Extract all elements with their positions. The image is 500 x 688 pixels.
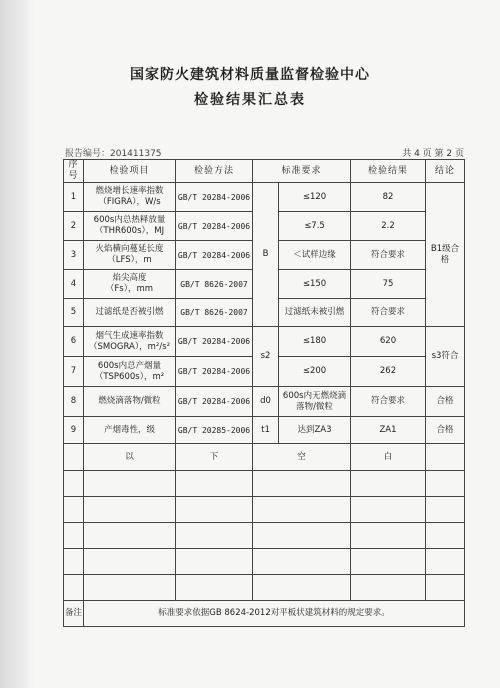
blank-marker-1: 以 (84, 444, 176, 471)
test-item: 焰尖高度 （Fs），mm (84, 270, 176, 299)
blank-marker-4: 白 (351, 444, 426, 471)
header-result: 检验结果 (351, 160, 426, 183)
row-number: 7 (64, 357, 84, 387)
grade-d0: d0 (253, 387, 279, 417)
header-item: 检验项目 (84, 160, 176, 183)
grade-t1: t1 (253, 417, 279, 444)
empty-row (64, 471, 465, 497)
results-table (63, 159, 465, 627)
header-requirement: 标准要求 (253, 160, 351, 183)
result: 82 (351, 183, 426, 212)
page-indicator: 共 4 页 第 2 页 (402, 149, 464, 159)
document-subtitle: 检验结果汇总表 (194, 92, 306, 108)
header-conclusion: 结论 (426, 160, 465, 183)
test-item: 火焰横向蔓延长度 （LFS），m (84, 241, 176, 270)
empty-row (64, 575, 465, 601)
requirement: 达到ZA3 (279, 417, 351, 444)
requirement: ≤200 (279, 357, 351, 387)
test-method: GB/T 20284-2006 (176, 357, 253, 387)
test-method: GB/T 8626-2007 (176, 270, 253, 299)
result: 符合要求 (351, 241, 426, 270)
row-number: 5 (64, 299, 84, 327)
row-number: 1 (64, 183, 84, 212)
grade-s2: s2 (253, 327, 279, 387)
blank-marker-row (64, 444, 465, 471)
note-text: 标准要求依据GB 8624-2012对平板状建筑材料的规定要求。 (84, 601, 465, 627)
requirement: ≤7.5 (279, 212, 351, 241)
test-method: GB/T 20284-2006 (176, 183, 253, 212)
test-method: GB/T 20284-2006 (176, 212, 253, 241)
test-item: 600s内总产烟量 （TSP600s），m² (84, 357, 176, 387)
test-item: 烟气生成速率指数 （SMOGRA），m²/s² (84, 327, 176, 357)
empty-row (64, 523, 465, 549)
requirement: 600s内无燃烧滴落物/微粒 (279, 387, 351, 417)
row-number: 2 (64, 212, 84, 241)
requirement: ＜试样边缘 (279, 241, 351, 270)
result: 2.2 (351, 212, 426, 241)
table-row (64, 387, 465, 417)
test-method: GB/T 20284-2006 (176, 387, 253, 417)
test-item: 600s内总热释放量 （THR600s），MJ (84, 212, 176, 241)
test-item: 过滤纸是否被引燃 (84, 299, 176, 327)
test-method: GB/T 8626-2007 (176, 299, 253, 327)
row-number: 9 (64, 417, 84, 444)
test-item: 燃烧滴落物/微粒 (84, 387, 176, 417)
row-number: 3 (64, 241, 84, 270)
conclusion-b1: B1级合格 (426, 183, 465, 327)
conclusion-s3: s3符合 (426, 327, 465, 387)
row-number: 8 (64, 387, 84, 417)
grade-b: B (253, 183, 279, 327)
empty-row (64, 497, 465, 523)
requirement: ≤180 (279, 327, 351, 357)
row-number: 4 (64, 270, 84, 299)
test-item: 产烟毒性，级 (84, 417, 176, 444)
conclusion-d0: 合格 (426, 387, 465, 417)
row-number: 6 (64, 327, 84, 357)
result: 符合要求 (351, 299, 426, 327)
table-row (64, 417, 465, 444)
blank-marker-2: 下 (176, 444, 253, 471)
header-no: 序号 (64, 160, 84, 183)
note-label: 备注 (64, 601, 84, 627)
test-method: GB/T 20285-2006 (176, 417, 253, 444)
table-row (64, 183, 465, 212)
requirement: ≤150 (279, 270, 351, 299)
requirement: 过滤纸未被引燃 (279, 299, 351, 327)
result: 75 (351, 270, 426, 299)
empty-row (64, 549, 465, 575)
table-row (64, 327, 465, 357)
test-method: GB/T 20284-2006 (176, 327, 253, 357)
header-row (64, 160, 465, 183)
test-method: GB/T 20284-2006 (176, 241, 253, 270)
header-method: 检验方法 (176, 160, 253, 183)
requirement: ≤120 (279, 183, 351, 212)
result: 符合要求 (351, 387, 426, 417)
result: 620 (351, 327, 426, 357)
result: ZA1 (351, 417, 426, 444)
test-item: 燃烧增长速率指数 （FIGRA），W/s (84, 183, 176, 212)
report-number: 报告编号：201411375 (65, 149, 162, 159)
document-title: 国家防火建筑材料质量监督检验中心 (130, 67, 370, 83)
conclusion-t1: 合格 (426, 417, 465, 444)
result: 262 (351, 357, 426, 387)
note-row (64, 601, 465, 627)
blank-marker-3: 空 (253, 444, 351, 471)
